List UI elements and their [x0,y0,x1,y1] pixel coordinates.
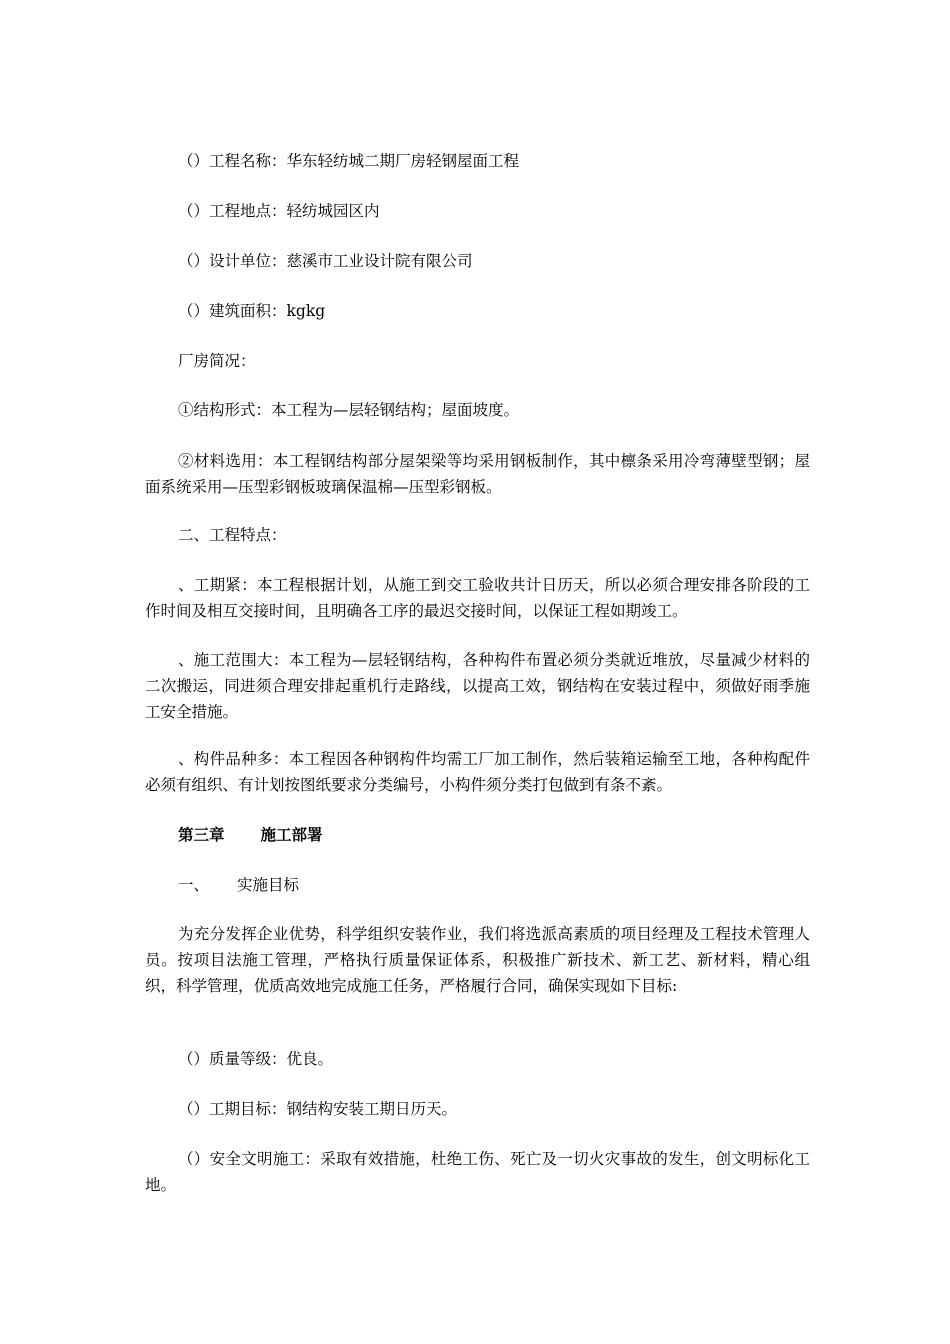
many-components-paragraph: 、构件品种多：本工程因各种钢构件均需工厂加工制作，然后装箱运输至工地，各种构配件必须有组织、有计划按图纸要求分类编号，小构件须分类打包做到有条不紊。 [145,750,810,794]
chapter-number: 第三章 [178,825,225,844]
building-area-line: （）建筑面积：kgkg [178,302,326,320]
plant-overview-heading: 厂房简况： [178,352,256,370]
design-unit-line: （）设计单位：慈溪市工业设计院有限公司 [178,252,473,270]
project-features-heading: 二、工程特点： [178,526,287,544]
project-name-line: （）工程名称：华东轻纺城二期厂房轻钢屋面工程 [178,152,520,170]
tight-schedule-paragraph: 、工期紧：本工程根据计划，从施工到交工验收共计日历天，所以必须合理安排各阶段的工作时间及相互交接时间，且明确各工序的最迟交接时间，以保证工程如期竣工。 [145,576,810,620]
quality-grade-line: （）质量等级：优良。 [178,1050,334,1068]
wide-scope-paragraph: 、施工范围大：本工程为—层轻钢结构，各种构件布置必须分类就近堆放，尽量减少材料的二次搬运，同进须合理安排起重机行走路线，以提高工效，钢结构在安装过程中，须做好雨季施工安全措施。 [145,651,810,721]
schedule-goal-line: （）工期目标：钢结构安装工期日历天。 [178,1100,458,1118]
structure-form-paragraph: ①结构形式：本工程为—层轻钢结构；屋面坡度。 [178,401,520,419]
chapter-title: 施工部署 [260,825,323,844]
project-location-line: （）工程地点：轻纺城园区内 [178,202,380,220]
section-number: 一、 [178,876,210,894]
material-selection-paragraph: ②材料选用：本工程钢结构部分屋架梁等均采用钢板制作，其中檩条采用冷弯薄壁型钢；屋面系统采用—压型彩钢板玻璃保温棉—压型彩钢板。 [145,452,810,496]
chapter-heading [145,822,810,848]
section-heading [145,872,810,898]
safety-goal-paragraph: （）安全文明施工：采取有效措施，杜绝工伤、死亡及一切火灾事故的发生，创文明标化工地。 [145,1150,810,1194]
section-title: 实施目标 [237,876,300,894]
implementation-goals-paragraph: 为充分发挥企业优势，科学组织安装作业，我们将选派高素质的项目经理及工程技术管理人员。按项目法施工管理，严格执行质量保证体系，积极推广新技术、新工艺、新材料，精心组织，科学管理，优质高效地完成施工任务，严格履行合同，确保实现如下目标: [145,925,810,995]
